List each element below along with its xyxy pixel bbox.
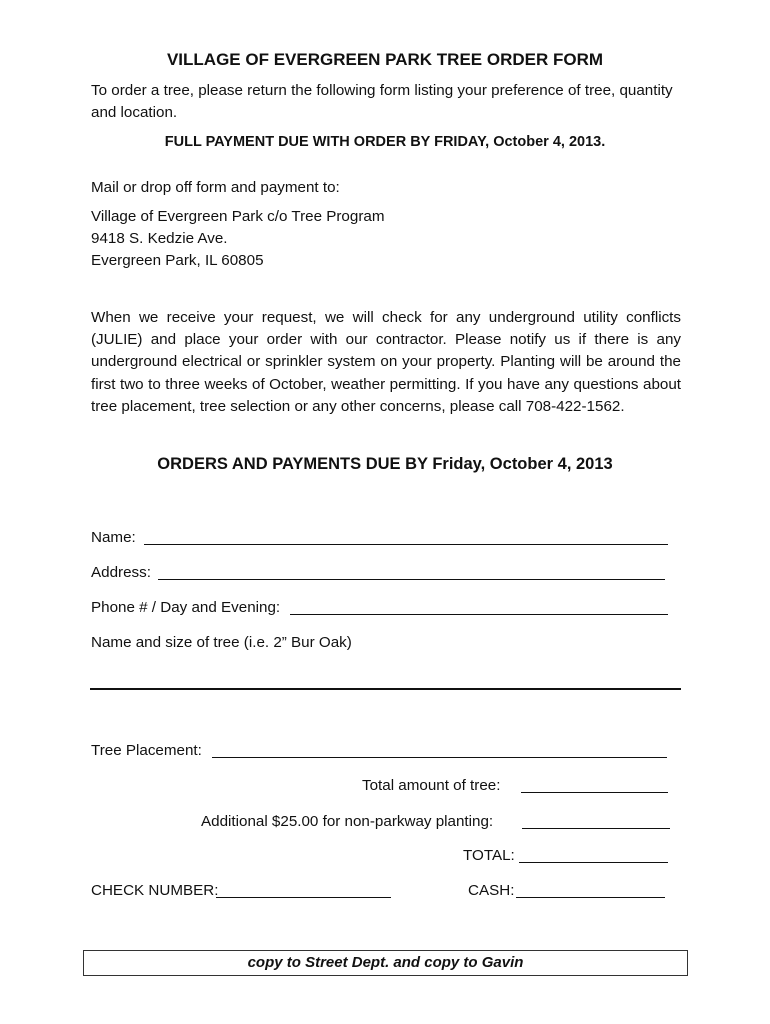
placement-label: Tree Placement: <box>91 742 202 759</box>
non-parkway-field[interactable] <box>522 828 670 829</box>
address-field[interactable] <box>158 579 665 580</box>
phone-label: Phone # / Day and Evening: <box>91 599 281 616</box>
phone-field[interactable] <box>290 614 668 615</box>
tree-label: Name and size of tree (i.e. 2” Bur Oak) <box>91 634 352 651</box>
total-label: TOTAL: <box>463 847 515 864</box>
placement-field[interactable] <box>212 757 667 758</box>
name-label: Name: <box>91 529 136 546</box>
total-tree-field[interactable] <box>521 792 668 793</box>
footer-note: copy to Street Dept. and copy to Gavin <box>83 950 688 976</box>
address-label: Address: <box>91 564 151 581</box>
check-label: CHECK NUMBER: <box>91 882 219 899</box>
total-tree-label: Total amount of tree: <box>362 777 501 794</box>
address-line: Village of Evergreen Park c/o Tree Program <box>91 208 385 225</box>
tree-field[interactable] <box>90 688 681 690</box>
payment-notice: FULL PAYMENT DUE WITH ORDER BY FRIDAY, October 4, 2013. <box>164 134 606 150</box>
cash-label: CASH: <box>468 882 515 899</box>
check-number-field[interactable] <box>216 897 391 898</box>
address-line: 9418 S. Kedzie Ave. <box>91 230 228 248</box>
form-title: VILLAGE OF EVERGREEN PARK TREE ORDER FORM <box>166 50 604 69</box>
info-paragraph: When we receive your request, we will check for any underground utility conflicts (JULIE) and place your order with our contractor. Please notify us if there is any underground electrical or sprinkler system on your property. Planting will be around the first two to three weeks of October, weather permitting. If you have any questions about tree placement, tree selection or any other concerns, please call 708-422-1562. <box>91 309 681 415</box>
due-heading: ORDERS AND PAYMENTS DUE BY Friday, October 4, 2013 <box>157 455 613 473</box>
mail-instructions: Mail or drop off form and payment to: <box>91 179 340 196</box>
total-field[interactable] <box>519 862 668 863</box>
intro-text: To order a tree, please return the following form listing your preference of tree, quantity and location. <box>91 82 673 122</box>
mailing-address <box>91 206 681 273</box>
non-parkway-label: Additional $25.00 for non-parkway planting: <box>201 813 494 830</box>
address-line: Evergreen Park, IL 60805 <box>91 252 264 270</box>
name-field[interactable] <box>144 544 668 545</box>
cash-field[interactable] <box>516 897 665 898</box>
